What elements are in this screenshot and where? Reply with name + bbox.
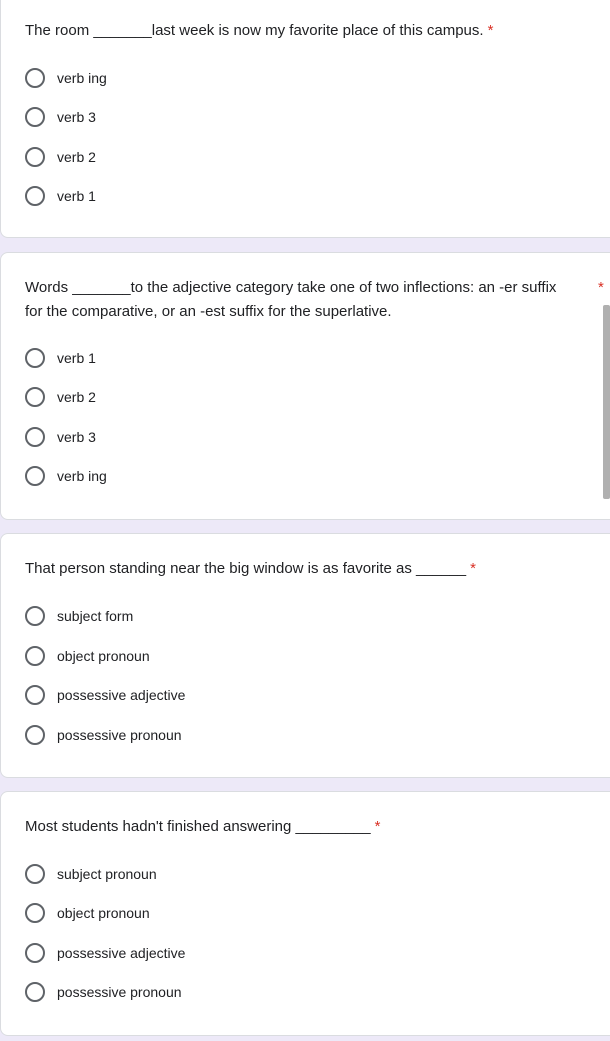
radio-button-icon[interactable] — [25, 427, 45, 447]
radio-option-possessive-pronoun[interactable] — [25, 724, 182, 746]
radio-option-verb-3[interactable] — [25, 106, 96, 128]
option-label: subject pronoun — [57, 866, 157, 882]
radio-option-verb-2[interactable] — [25, 386, 96, 408]
option-label: verb 2 — [57, 389, 96, 405]
option-label: possessive adjective — [57, 945, 186, 961]
question-card-4 — [0, 791, 610, 1036]
required-asterisk: * — [487, 22, 494, 39]
radio-option-object-pronoun[interactable] — [25, 645, 150, 667]
required-asterisk: * — [598, 279, 604, 296]
radio-option-subject-form[interactable] — [25, 605, 133, 627]
radio-option-possessive-pronoun[interactable] — [25, 981, 182, 1003]
question-card-3 — [0, 533, 610, 778]
radio-button-icon[interactable] — [25, 725, 45, 745]
option-label: verb 1 — [57, 188, 96, 204]
radio-button-icon[interactable] — [25, 903, 45, 923]
question-title — [25, 276, 575, 324]
question-text: Most students hadn't finished answering _________ — [25, 818, 371, 835]
option-label: verb 2 — [57, 149, 96, 165]
question-title — [25, 557, 575, 581]
option-label: verb ing — [57, 70, 107, 86]
radio-button-icon[interactable] — [25, 466, 45, 486]
radio-option-possessive-adjective[interactable] — [25, 684, 185, 706]
radio-button-icon[interactable] — [25, 68, 45, 88]
radio-button-icon[interactable] — [25, 864, 45, 884]
required-asterisk: * — [470, 560, 476, 577]
radio-button-icon[interactable] — [25, 387, 45, 407]
question-title — [25, 19, 575, 43]
question-text-line-1: Words _______to the adjective category take one of two inflections: an -er suffix — [25, 279, 557, 296]
radio-option-verb-ing[interactable] — [25, 465, 107, 487]
radio-button-icon[interactable] — [25, 606, 45, 626]
option-label: subject form — [57, 608, 134, 624]
option-label: object pronoun — [57, 648, 150, 664]
option-label: verb ing — [57, 468, 107, 484]
scrollbar-thumb[interactable] — [603, 305, 610, 499]
radio-option-verb-ing[interactable] — [25, 67, 107, 89]
option-label: verb 3 — [57, 109, 96, 125]
radio-option-verb-1[interactable] — [25, 185, 96, 207]
radio-button-icon[interactable] — [25, 943, 45, 963]
radio-option-subject-pronoun[interactable] — [25, 863, 157, 885]
radio-button-icon[interactable] — [25, 982, 45, 1002]
option-label: possessive adjective — [57, 687, 186, 703]
option-label: possessive pronoun — [57, 984, 182, 1000]
radio-option-verb-2[interactable] — [25, 146, 96, 168]
option-label: verb 3 — [57, 429, 96, 445]
radio-button-icon[interactable] — [25, 348, 45, 368]
question-text: That person standing near the big window is as favorite as ______ — [25, 560, 467, 577]
radio-option-possessive-adjective[interactable] — [25, 942, 185, 964]
radio-option-verb-3[interactable] — [25, 426, 96, 448]
required-asterisk: * — [374, 818, 381, 835]
question-card-1 — [0, 0, 610, 238]
question-text-line-2: for the comparative, or an -est suffix for the superlative. — [25, 303, 392, 320]
radio-option-verb-1[interactable] — [25, 347, 96, 369]
radio-button-icon[interactable] — [25, 186, 45, 206]
question-text: The room _______last week is now my favorite place of this campus. — [25, 22, 484, 39]
radio-button-icon[interactable] — [25, 646, 45, 666]
radio-button-icon[interactable] — [25, 685, 45, 705]
radio-option-object-pronoun[interactable] — [25, 902, 150, 924]
radio-button-icon[interactable] — [25, 107, 45, 127]
question-card-2 — [0, 252, 610, 520]
option-label: object pronoun — [57, 905, 150, 921]
radio-button-icon[interactable] — [25, 147, 45, 167]
option-label: possessive pronoun — [57, 727, 182, 743]
question-title — [25, 815, 575, 839]
option-label: verb 1 — [57, 350, 96, 366]
